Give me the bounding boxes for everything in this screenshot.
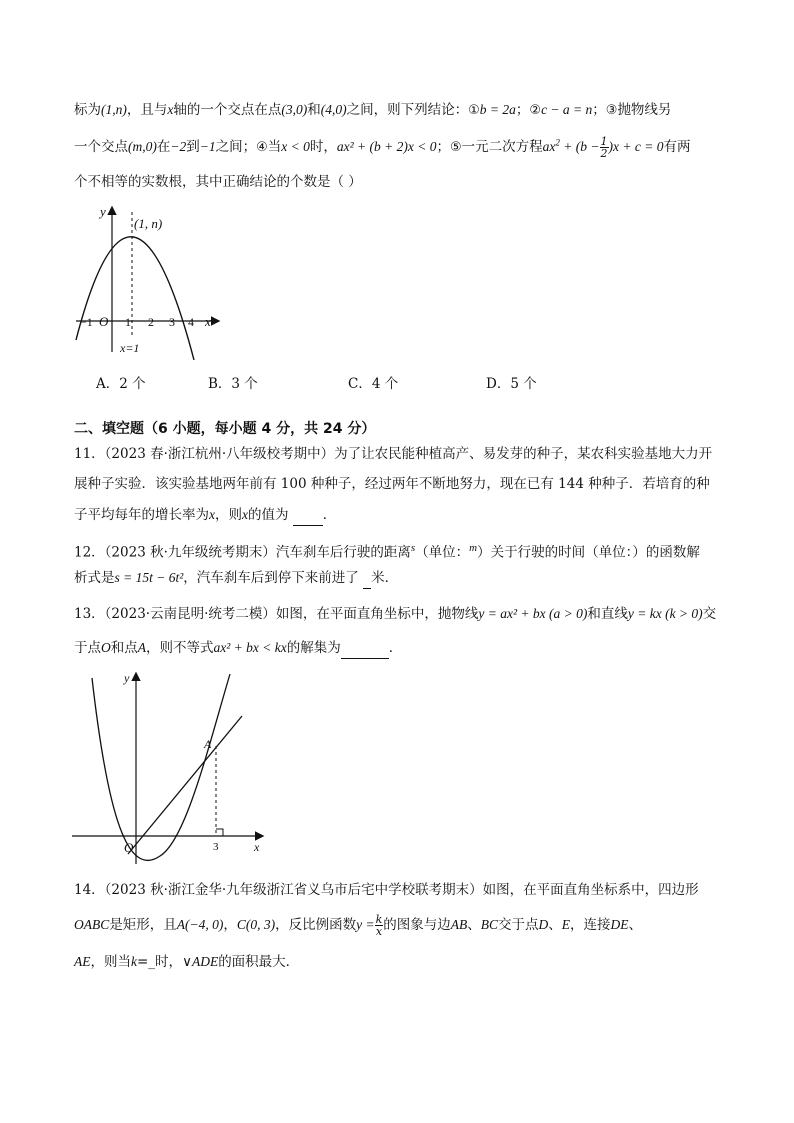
q10-line-2: 一个交点(m,0)在−2到−1之间；④当x < 0时，ax² + (b + 2)x < 0；⑤一元二次方程$ax^2 + (b$ − $\frac{1}{2}$ )x + c = 0有两: [74, 135, 691, 160]
q10-tick-4: 4: [188, 315, 194, 329]
q13-line-1: 13．（2023·云南昆明·统考二模）如图，在平面直角坐标中，抛物线y = ax² + bx (a > 0)和直线y = kx (k > 0)交: [74, 606, 717, 622]
q10-option-d[interactable]: D．5 个: [486, 376, 537, 392]
q10-option-c[interactable]: C．4 个: [348, 376, 399, 392]
q10-axis-label: x=1: [120, 341, 140, 355]
q13-origin-label: O: [124, 840, 134, 855]
q14-line-1: 14．（2023 秋·浙江金华·九年级浙江省义乌市后宅中学校联考期末）如图，在平面直角坐标系中，四边形: [74, 882, 699, 898]
q10-option-a[interactable]: A．2 个: [96, 376, 146, 392]
q10-line-1: 标为(1,n)，且与x轴的一个交点在点(3,0)和(4,0)之间，则下列结论：①b = 2a；②c − a = n；③抛物线另: [74, 102, 672, 118]
q13-right-angle-mark: [216, 829, 223, 836]
q10-tick-neg1: −1: [80, 315, 93, 329]
q10-y-label: y: [100, 204, 106, 219]
q13-line-ykx: [128, 716, 242, 854]
q11-answer-blank[interactable]: [293, 505, 323, 526]
q10-parabola-graph: [70, 200, 230, 360]
q12-line-2: 析式是s = 15t − 6t²，汽车刹车后到停下来前进了 米．: [74, 568, 398, 589]
section-title: 二、填空题（6 小题，每小题 4 分，共 24 分）: [74, 421, 376, 437]
q10-tick-2: 2: [148, 315, 154, 329]
q13-answer-blank[interactable]: [341, 638, 389, 659]
q11-line-1: 11．（2023 春·浙江杭州·八年级校考期中）为了让农民能种植高产、易发芽的种子，某农科实验基地大力开: [74, 446, 713, 462]
q10-origin-label: O: [99, 314, 109, 329]
q13-parabola-line-graph: [68, 668, 268, 868]
q13-point-a-label: A: [204, 737, 212, 751]
k-over-x-fraction: $\frac{k}{x}$: [375, 913, 383, 938]
q12-answer-blank[interactable]: [363, 568, 371, 589]
q10-line-3: 个不相等的实数根，其中正确结论的个数是（ ）: [74, 174, 362, 190]
q14-line-3: AE，则当k=_时，∨ADE的面积最大．: [74, 954, 300, 970]
q13-parabola-curve: [92, 674, 230, 860]
q10-tick-1: 1: [125, 315, 131, 329]
half-fraction: $\frac{1}{2}$: [600, 135, 608, 160]
q11-line-2: 展种子实验．该实验基地两年前有 100 种种子，经过两年不断地努力，现在已有 144 种种子．若培育的种: [74, 476, 710, 492]
q10-vertex-label: (1, n): [134, 216, 163, 231]
q10-option-b[interactable]: B．3 个: [208, 376, 258, 392]
q13-x-label: x: [254, 840, 260, 854]
q13-tick-3: 3: [213, 841, 219, 853]
q12-line-1: 12．（2023 秋·九年级统考期末）汽车刹车后行驶的距离$^s$（单位：$^m$）关于行驶的时间（单位：）的函数解: [74, 542, 700, 561]
q10-x-label: x: [205, 314, 211, 329]
q13-y-label: y: [124, 671, 130, 685]
q14-line-2: OABC是矩形，且A(−4, 0)，C(0, 3)，反比例函数y = $\frac{k}{x}$ 的图象与边AB、BC交于点D、E，连接DE、: [74, 913, 643, 938]
q11-line-3: 子平均每年的增长率为x，则x的值为 ．: [74, 505, 336, 526]
q13-line-2: 于点O和点A，则不等式ax² + bx < kx的解集为 ．: [74, 638, 402, 659]
q10-tick-3: 3: [169, 315, 175, 329]
